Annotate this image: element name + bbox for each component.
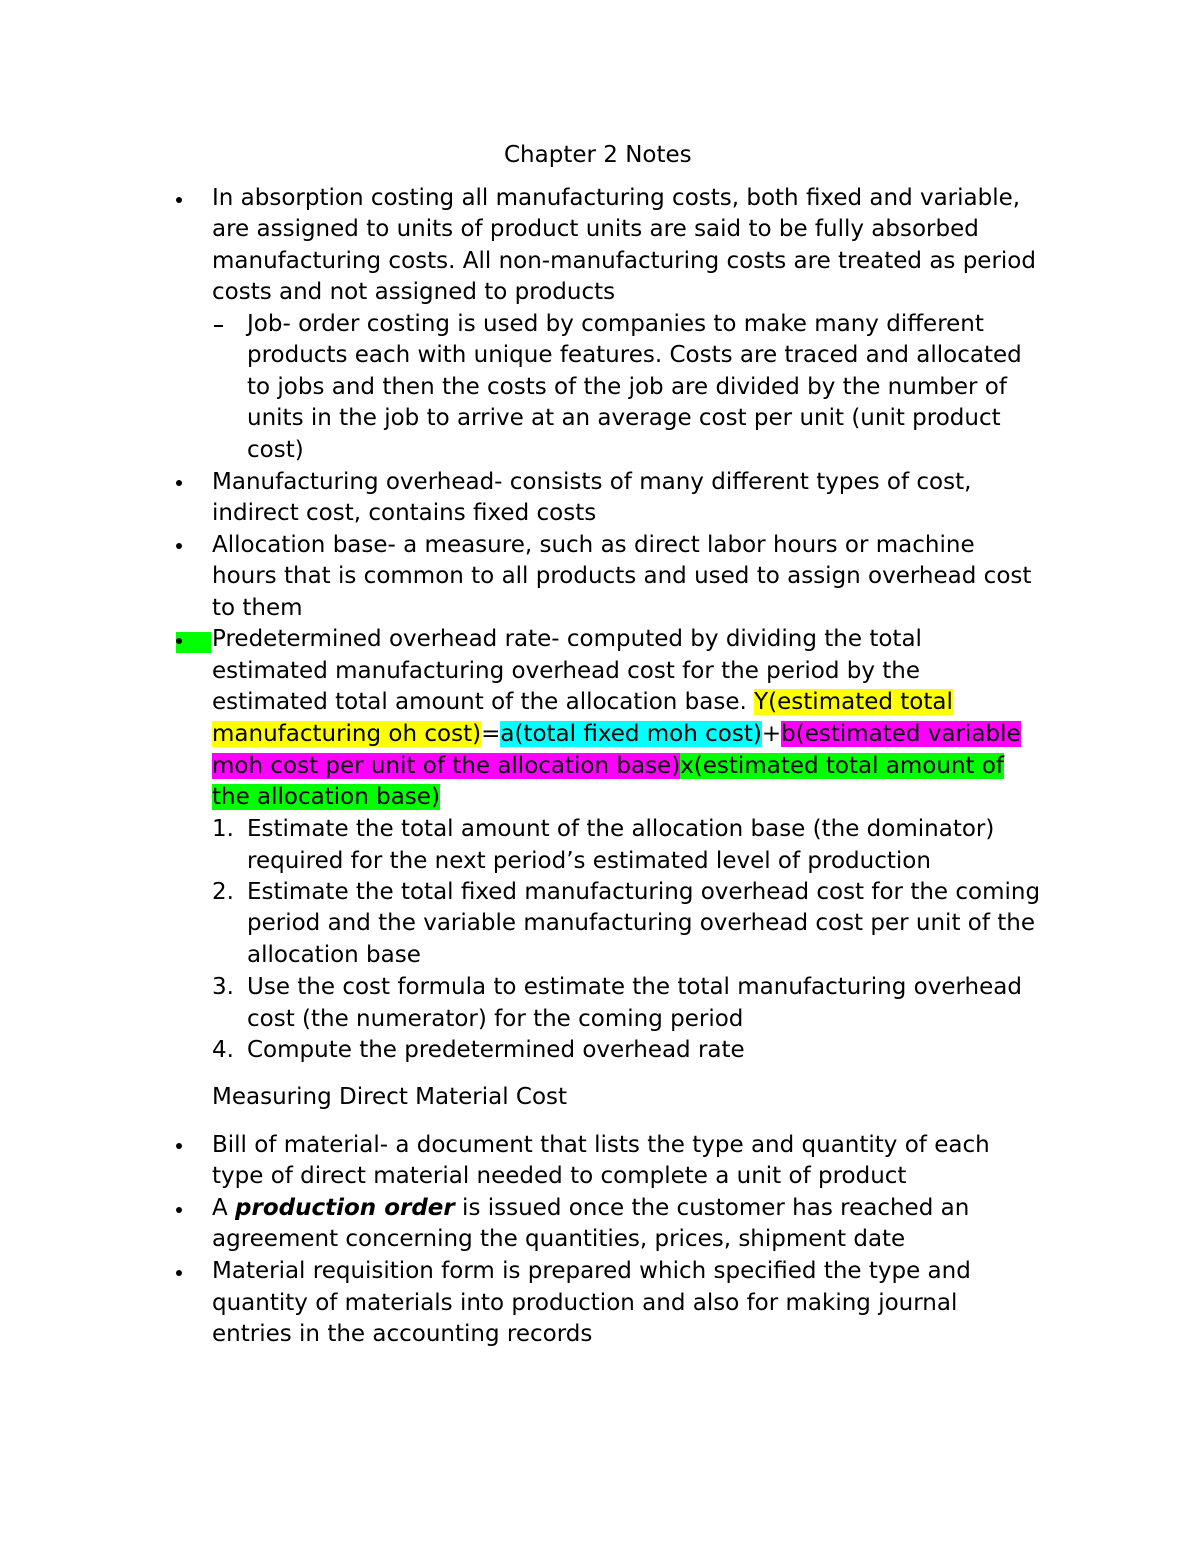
formula-line	[212, 687, 953, 718]
step-line: Compute the predetermined overhead rate	[247, 1037, 745, 1063]
paragraph-line: Material requisition form is prepared which specified the type and	[212, 1258, 971, 1284]
paragraph-line: indirect cost, contains fixed costs	[212, 500, 597, 526]
highlight-yellow: manufacturing oh cost)	[212, 721, 482, 747]
highlight-magenta: moh cost per unit of the allocation base)	[212, 753, 681, 779]
formula-line	[212, 751, 1004, 782]
paragraph-line: cost)	[247, 437, 304, 463]
step-line: allocation base	[247, 942, 421, 968]
step-number: 1.	[212, 816, 234, 842]
bullet-icon	[176, 1143, 182, 1149]
section-heading: Measuring Direct Material Cost	[212, 1084, 568, 1110]
step-line: Estimate the total amount of the allocation base (the dominator)	[247, 816, 995, 842]
paragraph-line: to jobs and then the costs of the job are divided by the number of	[247, 374, 1007, 400]
step-line: Use the cost formula to estimate the total manufacturing overhead	[247, 974, 1022, 1000]
paragraph-line: units in the job to arrive at an average cost per unit (unit product	[247, 405, 1001, 431]
formula-operator: =	[481, 721, 501, 747]
emphasis-text: production order	[235, 1195, 455, 1221]
bullet-icon	[176, 197, 182, 203]
step-number: 3.	[212, 974, 234, 1000]
paragraph-line: entries in the accounting records	[212, 1321, 593, 1347]
formula-line	[212, 719, 1021, 750]
paragraph-line: type of direct material needed to complete a unit of product	[212, 1163, 907, 1189]
inline-text: is issued once the customer has reached an	[454, 1195, 970, 1221]
formula-text: estimated total amount of the allocation base.	[212, 689, 755, 715]
highlight-magenta: b(estimated variable	[781, 721, 1021, 747]
paragraph-line: costs and not assigned to products	[212, 279, 616, 305]
paragraph-line	[212, 1193, 969, 1224]
step-line: required for the next period’s estimated level of production	[247, 848, 931, 874]
step-number: 4.	[212, 1037, 234, 1063]
page-title: Chapter 2 Notes	[504, 142, 692, 168]
bullet-icon	[176, 543, 182, 549]
paragraph-line: Manufacturing overhead- consists of many different types of cost,	[212, 469, 972, 495]
bullet-icon	[176, 1270, 182, 1276]
bullet-icon	[176, 1207, 182, 1213]
paragraph-line: hours that is common to all products and used to assign overhead cost	[212, 563, 1032, 589]
highlight-green: the allocation base)	[212, 784, 440, 810]
paragraph-line: products each with unique features. Costs are traced and allocated	[247, 342, 1022, 368]
highlight-yellow: Y(estimated total	[754, 689, 953, 715]
paragraph-line: In absorption costing all manufacturing costs, both fixed and variable,	[212, 185, 1021, 211]
dash-icon	[214, 325, 223, 327]
paragraph-line: are assigned to units of product units are said to be fully absorbed	[212, 216, 979, 242]
paragraph-line: estimated manufacturing overhead cost for the period by the	[212, 658, 921, 684]
paragraph-line: to them	[212, 595, 303, 621]
step-number: 2.	[212, 879, 234, 905]
step-line: period and the variable manufacturing overhead cost per unit of the	[247, 910, 1035, 936]
formula-line	[212, 782, 440, 813]
formula-operator: +	[761, 721, 782, 747]
highlight-green: x(estimated total amount of	[680, 753, 1005, 779]
bullet-icon	[176, 638, 182, 644]
paragraph-line: agreement concerning the quantities, prices, shipment date	[212, 1226, 906, 1252]
step-line: cost (the numerator) for the coming period	[247, 1006, 744, 1032]
highlight-cyan: a(total fixed moh cost)	[500, 721, 762, 747]
paragraph-line: manufacturing costs. All non-manufacturing costs are treated as period	[212, 248, 1036, 274]
paragraph-line: quantity of materials into production and also for making journal	[212, 1290, 958, 1316]
paragraph-line: Allocation base- a measure, such as direct labor hours or machine	[212, 532, 975, 558]
bullet-icon	[176, 480, 182, 486]
paragraph-line: Job- order costing is used by companies to make many different	[247, 311, 984, 337]
paragraph-line: Bill of material- a document that lists the type and quantity of each	[212, 1132, 990, 1158]
paragraph-line: Predetermined overhead rate- computed by dividing the total	[212, 626, 922, 652]
inline-text: A	[212, 1195, 236, 1221]
step-line: Estimate the total fixed manufacturing overhead cost for the coming	[247, 879, 1041, 905]
